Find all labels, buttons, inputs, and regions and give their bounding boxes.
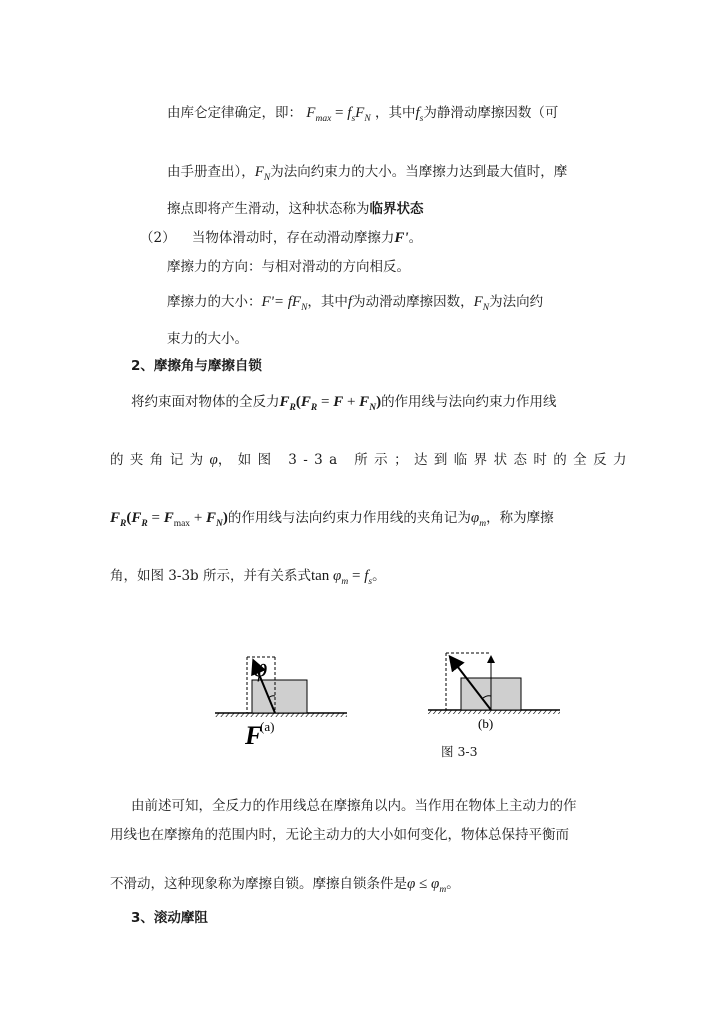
diagram-a <box>215 653 347 750</box>
label-F: F <box>245 721 263 750</box>
text-line <box>140 228 422 248</box>
text: ，其中 <box>307 294 348 310</box>
formula-fmax: $F_{max}$ <box>306 105 332 124</box>
formula-fs-2: $f_s$ <box>415 105 424 124</box>
symbol-phi-2: φ <box>407 876 416 892</box>
text: ，如图 3-3a 所示；达到临界状态时的全反力 <box>217 452 633 468</box>
text: 。 <box>372 568 386 584</box>
text-line <box>167 199 424 219</box>
diagram-b <box>428 653 560 731</box>
label-phi: φ <box>253 653 268 682</box>
tan: tan <box>310 568 330 584</box>
text: 为静滑动摩擦因数（可 <box>423 105 559 121</box>
formula-fr: $F_R$ <box>279 394 296 413</box>
formula-fr-4: $F_R$ <box>131 510 148 529</box>
text-line: 摩擦力的方向：与相对滑动的方向相反。 <box>167 259 410 275</box>
text: 由库仑定律确定，即： <box>167 105 302 121</box>
symbol-phi-m-2: $\varphi_m$ <box>333 568 349 587</box>
formula-fr-3: $F_R$ <box>110 510 127 529</box>
symbol-phi-m-3: $\varphi_m$ <box>431 876 447 895</box>
section-heading: 3、滚动摩阻 <box>131 910 208 926</box>
text-line <box>167 103 558 129</box>
text-line: 将约束面对物体的全反力$F_R(F_R = F + F_N)$的作用线与法向约束力作用线 <box>131 394 557 413</box>
formula-fmax-bold: $F_{max}$ <box>163 510 191 529</box>
formula-fs-3: $f_s$ <box>364 568 373 587</box>
text: 摩擦力的大小： <box>167 294 262 310</box>
text: 。 <box>408 230 423 246</box>
label-a: (a) <box>260 719 275 734</box>
symbol-phi: φ <box>209 452 218 468</box>
text-line: 由前述可知，全反力的作用线总在摩擦角以内。当作用在物体上主动力的作 <box>131 798 577 814</box>
text: 由手册查出）， <box>167 164 255 180</box>
text: 为法向约束力的大小。当摩擦力达到最大值时，摩 <box>270 164 568 180</box>
text: 。 <box>446 876 460 892</box>
bold-term: 临界状态 <box>369 201 424 217</box>
formula-f: f <box>347 294 353 310</box>
text: 的夹角记为 <box>110 452 210 468</box>
formula-fn-bold: $F_N$ <box>359 394 377 413</box>
text: 擦点即将产生滑动，这种状态称为 <box>167 201 370 217</box>
formula-fprime: F' <box>394 230 409 246</box>
text-line: 束力的大小。 <box>167 331 248 347</box>
formula-fn-2: $F_N$ <box>254 164 271 183</box>
item-number: （2） <box>140 230 176 246</box>
le-sign: ≤ <box>415 876 432 892</box>
text-line <box>167 292 543 318</box>
figure-3-3 <box>200 640 560 770</box>
text: ，其中 <box>374 105 416 121</box>
text: 不滑动，这种现象称为摩擦自锁。摩擦自锁条件是 <box>110 876 407 892</box>
text-line: 用线也在摩擦角的范围内时，无论主动力的大小如何变化，物体总保持平衡而 <box>110 827 569 843</box>
text-line <box>167 162 567 188</box>
equals: = <box>331 105 348 121</box>
text-line: 角，如图 3-3b 所示，并有关系式$\tan \varphi_m = f_s$。 <box>110 568 386 587</box>
section-heading: 2、摩擦角与摩擦自锁 <box>131 358 262 374</box>
text: 为法向约 <box>489 294 544 310</box>
text: 当物体滑动时，存在动滑动摩擦力 <box>191 230 395 246</box>
formula-fn: $F_N$ <box>355 105 371 124</box>
block-a <box>252 680 307 713</box>
formula-fs: $f_s$ <box>347 105 356 124</box>
text: 将约束面对物体的全反力 <box>131 394 280 410</box>
text-line: $F_R(F_R = F_{max} + F_N)$的作用线与法向约束力作用线的夹角记为$\varphi_m$，称为摩擦 <box>110 510 554 529</box>
text: 的作用线与法向约束力作用线的夹角记为 <box>227 510 471 526</box>
text: 的作用线与法向约束力作用线 <box>381 394 557 410</box>
text: 为动滑动摩擦因数， <box>352 294 474 310</box>
figure-caption: 图 3-3 <box>441 744 478 759</box>
label-b: (b) <box>478 716 494 731</box>
formula-fn-bold-2: $F_N$ <box>206 510 223 529</box>
formula-fn-3: $F_N$ <box>473 294 490 313</box>
text-line <box>110 874 460 900</box>
symbol-phi-m: $\varphi_m$ <box>470 510 487 529</box>
text: ，称为摩擦 <box>486 510 554 526</box>
text: 角，如图 3-3b 所示，并有关系式 <box>110 568 311 584</box>
text-line <box>110 450 633 470</box>
formula-kinetic: $F'= fF_N$ <box>261 294 308 313</box>
formula-fr-2: $F_R$ <box>300 394 318 413</box>
